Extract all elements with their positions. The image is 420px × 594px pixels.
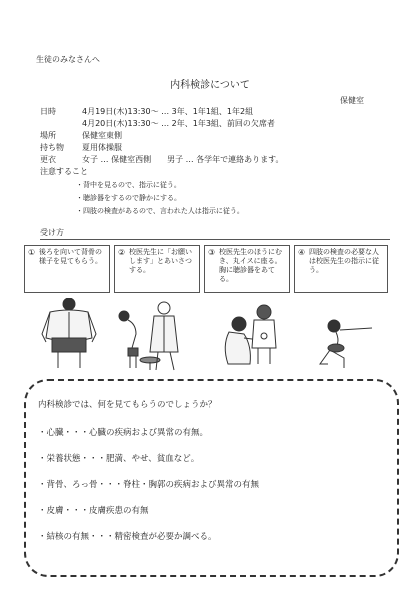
step-text: 後ろを向いて背骨の様子を見てもらう。 [39, 248, 102, 265]
items-label: 持ち物 [40, 143, 64, 152]
change-label: 更衣 [40, 155, 56, 164]
steps-heading: 受け方 [40, 228, 64, 237]
question-item: ・結核の有無・・・精密検査が必要か調べる。 [38, 532, 217, 542]
date-label: 日時 [40, 107, 56, 116]
step-panel-1 [24, 245, 110, 293]
limb-check-illustration [320, 320, 372, 368]
heading-rule [40, 239, 390, 240]
step-panel-3 [204, 245, 290, 293]
change-value: 女子 … 保健室西側 男子 … 各学年で連絡あります。 [82, 155, 284, 164]
date-line-2: 4月20日(木)13:30～ … 2年、1年3組、前回の欠席者 [82, 119, 275, 128]
question-heading: 内科検診では、何を見てもらうのでしょうか？ [38, 400, 217, 410]
step-text: 四肢の検査の必要な人は校医先生の指示に従う。 [309, 248, 379, 274]
question-item: ・栄養状態・・・肥満、やせ、貧血など。 [38, 454, 200, 464]
step-number: ① [28, 248, 36, 257]
note-item: ・四肢の検査があるので、言われた人は指示に従う。 [76, 207, 244, 215]
stethoscope-illustration [225, 305, 276, 364]
step-panel-2 [114, 245, 200, 293]
step-number: ② [118, 248, 126, 257]
step-text: 校医先生のほうにむき、丸イスに座る。胸に聴診器をあてる。 [219, 248, 282, 283]
notes-label: 注意すること [40, 167, 88, 176]
step-number: ④ [298, 248, 306, 257]
step-text: 校医先生に「お願いします」とあいさつする。 [129, 248, 192, 274]
step-panel-4 [294, 245, 388, 293]
step-number: ③ [208, 248, 216, 257]
student-back-illustration [42, 298, 96, 368]
place-value: 保健室東側 [82, 131, 122, 140]
question-item: ・心臓・・・心臓の疾病および異常の有無。 [38, 428, 209, 438]
place-label: 場所 [40, 131, 56, 140]
greeting: 生徒のみなさんへ [36, 55, 100, 64]
items-value: 夏用体操服 [82, 143, 122, 152]
greeting-illustration [119, 302, 178, 370]
note-item: ・背中を見るので、指示に従う。 [76, 181, 181, 189]
exam-illustration [24, 298, 390, 372]
page-title: 内科検診について [170, 80, 250, 91]
question-item: ・背骨、ろっ骨・・・脊柱・胸郭の疾病および異常の有無 [38, 480, 260, 490]
date-line-1: 4月19日(木)13:30～ … 3年、1年1組、1年2組 [82, 107, 254, 116]
question-item: ・皮膚・・・皮膚疾患の有無 [38, 506, 149, 516]
note-item: ・聴診器をするので静かにする。 [76, 194, 181, 202]
office-label: 保健室 [340, 96, 364, 105]
